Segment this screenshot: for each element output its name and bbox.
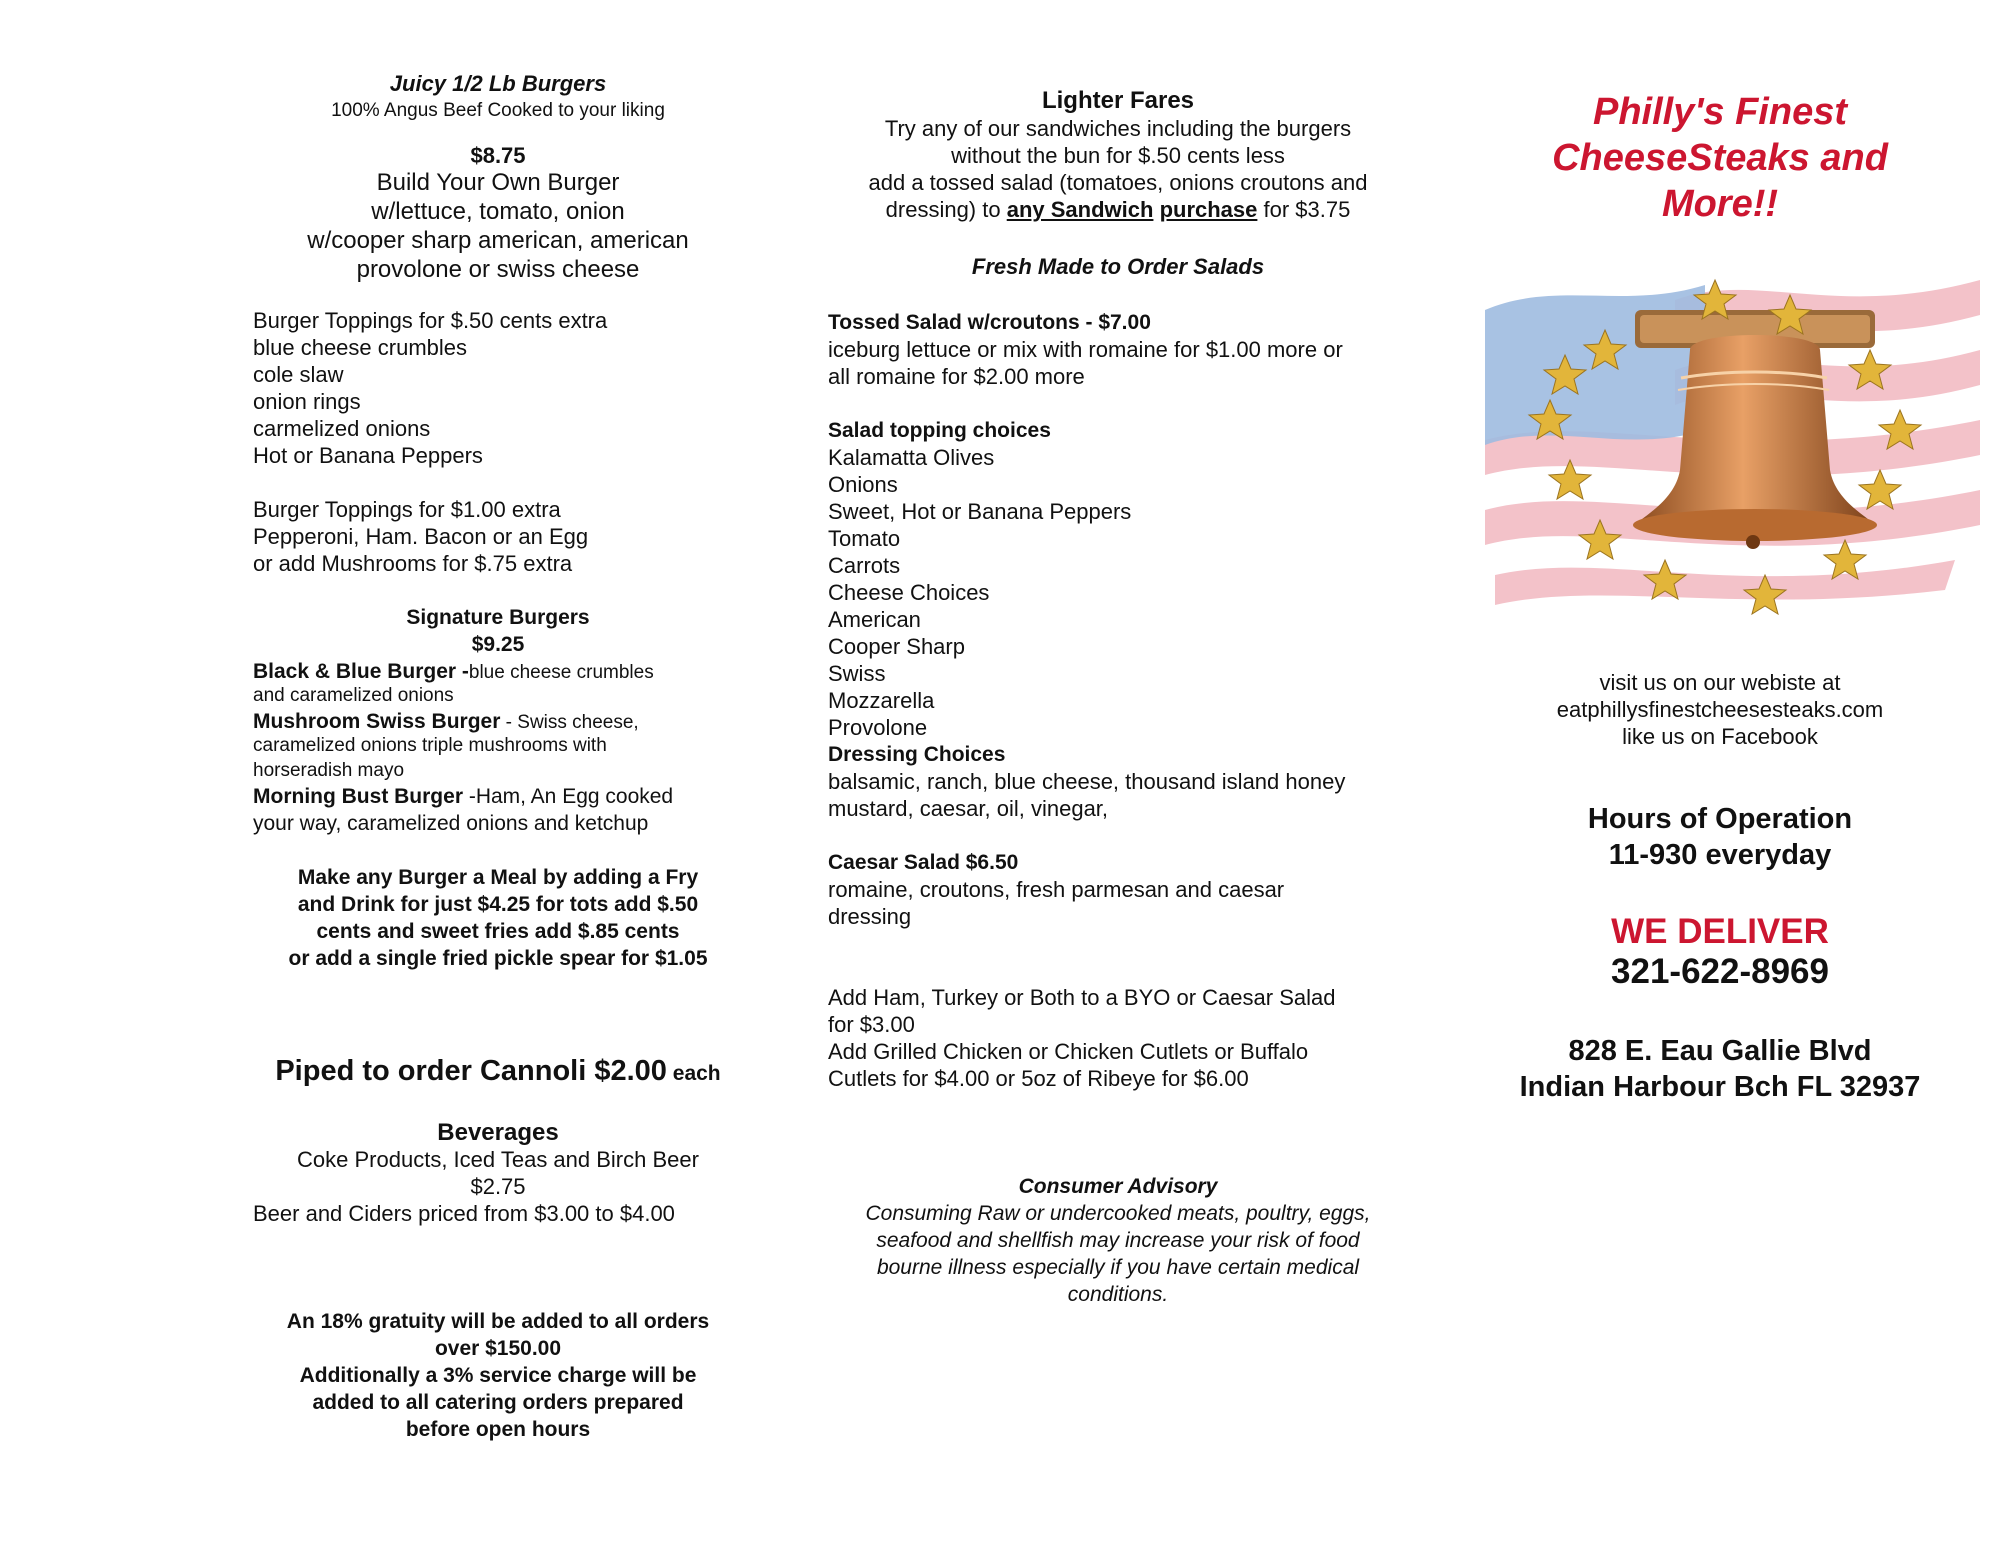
facebook-line: like us on Facebook bbox=[1622, 724, 1818, 749]
mushroom-swiss-burger bbox=[253, 710, 639, 734]
text: purchase bbox=[1159, 197, 1258, 222]
salad-topping-item: Mozzarella bbox=[828, 688, 935, 713]
add-on-line: Add Grilled Chicken or Chicken Cutlets or Buffalo bbox=[828, 1039, 1309, 1064]
lighter-fares-title: Lighter Fares bbox=[1041, 87, 1195, 114]
meal-line: and Drink for just $4.25 for tots add $.50 bbox=[297, 893, 699, 916]
lighter-line: Try any of our sandwiches including the burgers bbox=[884, 116, 1352, 141]
liberty-bell-flag-icon bbox=[1475, 270, 1985, 615]
dressing-heading: Dressing Choices bbox=[828, 743, 1006, 766]
cannoli-line bbox=[253, 1056, 743, 1088]
caesar-heading: Caesar Salad $6.50 bbox=[828, 851, 1019, 874]
hours: 11-930 everyday bbox=[1608, 839, 1832, 871]
beverages-title: Beverages bbox=[437, 1119, 559, 1146]
cannoli-text: Piped to order Cannoli $2.00 bbox=[275, 1055, 667, 1087]
topping-item: carmelized onions bbox=[253, 416, 431, 441]
burger-name: Mushroom Swiss Burger bbox=[253, 710, 501, 733]
dressing-line: balsamic, ranch, blue cheese, thousand island honey bbox=[828, 769, 1346, 794]
burger-desc: and caramelized onions bbox=[253, 685, 454, 706]
cannoli-each: each bbox=[666, 1062, 721, 1085]
phone-number: 321-622-8969 bbox=[1611, 952, 1829, 991]
restaurant-name: More!! bbox=[1661, 183, 1779, 225]
black-blue-burger bbox=[253, 660, 654, 684]
beverage-line: Beer and Ciders priced from $3.00 to $4.00 bbox=[253, 1201, 675, 1226]
topping-item: Pepperoni, Ham. Bacon or an Egg bbox=[253, 524, 589, 549]
gratuity-line: before open hours bbox=[405, 1418, 591, 1441]
meal-line: or add a single fried pickle spear for $1.05 bbox=[288, 947, 708, 970]
signature-title: Signature Burgers bbox=[406, 606, 590, 629]
caesar-desc: romaine, croutons, fresh parmesan and caesar bbox=[828, 877, 1285, 902]
advisory-line: seafood and shellfish may increase your risk of food bbox=[876, 1229, 1360, 1252]
meal-line: Make any Burger a Meal by adding a Fry bbox=[297, 866, 699, 889]
salads-title: Fresh Made to Order Salads bbox=[971, 254, 1265, 279]
burger-subtitle: 100% Angus Beef Cooked to your liking bbox=[331, 100, 665, 121]
topping-item: onion rings bbox=[253, 389, 361, 414]
restaurant-name: Philly's Finest bbox=[1593, 91, 1847, 133]
burger-desc: horseradish mayo bbox=[253, 760, 405, 781]
signature-price: $9.25 bbox=[471, 633, 525, 656]
caesar-desc: dressing bbox=[828, 904, 912, 929]
burger-desc: - Swiss cheese, bbox=[500, 712, 639, 733]
topping-item: blue cheese crumbles bbox=[253, 335, 468, 360]
deliver-banner: WE DELIVER bbox=[1611, 912, 1829, 951]
tossed-salad-desc: all romaine for $2.00 more bbox=[828, 364, 1085, 389]
salad-topping-item: Cooper Sharp bbox=[828, 634, 965, 659]
salad-topping-item: Cheese Choices bbox=[828, 580, 990, 605]
burger-name: Morning Bust Burger bbox=[253, 785, 463, 808]
advisory-line: Consuming Raw or undercooked meats, poultry, eggs, bbox=[865, 1202, 1371, 1225]
topping-item: cole slaw bbox=[253, 362, 344, 387]
text: for $3.75 bbox=[1257, 197, 1351, 222]
salad-topping-item: Sweet, Hot or Banana Peppers bbox=[828, 499, 1132, 524]
restaurant-name: CheeseSteaks and bbox=[1552, 137, 1888, 179]
advisory-line: bourne illness especially if you have certain medical bbox=[876, 1256, 1360, 1279]
address-line: 828 E. Eau Gallie Blvd bbox=[1568, 1035, 1872, 1067]
salad-topping-heading: Salad topping choices bbox=[828, 419, 1051, 442]
text: dressing) to bbox=[885, 197, 1007, 222]
salad-topping-item: Swiss bbox=[828, 661, 886, 686]
salad-topping-item: Provolone bbox=[828, 715, 928, 740]
tossed-salad-heading: Tossed Salad w/croutons - $7.00 bbox=[828, 311, 1151, 334]
salad-topping-item: Onions bbox=[828, 472, 898, 497]
add-on-line: for $3.00 bbox=[828, 1012, 915, 1037]
add-on-line: Add Ham, Turkey or Both to a BYO or Caesar Salad bbox=[828, 985, 1336, 1010]
byo-line: provolone or swiss cheese bbox=[356, 256, 640, 283]
lighter-line: add a tossed salad (tomatoes, onions croutons and bbox=[868, 170, 1368, 195]
salad-topping-item: Carrots bbox=[828, 553, 901, 578]
burger-desc: -Ham, An Egg cooked bbox=[463, 785, 674, 808]
beverage-line: Coke Products, Iced Teas and Birch Beer bbox=[297, 1147, 699, 1172]
add-on-line: Cutlets for $4.00 or 5oz of Ribeye for $6.00 bbox=[828, 1066, 1249, 1091]
toppings-1-heading: Burger Toppings for $1.00 extra bbox=[253, 497, 561, 522]
advisory-line: conditions. bbox=[1067, 1283, 1169, 1306]
burger-name: Black & Blue Burger - bbox=[253, 660, 469, 683]
toppings-50-heading: Burger Toppings for $.50 cents extra bbox=[253, 308, 608, 333]
morning-bust-burger bbox=[253, 785, 673, 808]
topping-item: or add Mushrooms for $.75 extra bbox=[253, 551, 573, 576]
gratuity-line: over $150.00 bbox=[434, 1337, 562, 1360]
byo-line: Build Your Own Burger bbox=[376, 169, 620, 196]
visit-line: visit us on our webiste at bbox=[1599, 670, 1841, 695]
burger-desc: blue cheese crumbles bbox=[468, 662, 654, 683]
burger-desc: your way, caramelized onions and ketchup bbox=[253, 812, 649, 835]
lighter-line: without the bun for $.50 cents less bbox=[951, 143, 1285, 168]
lighter-line bbox=[828, 198, 1408, 222]
salad-topping-item: Tomato bbox=[828, 526, 901, 551]
byo-price: $8.75 bbox=[470, 143, 526, 168]
beverage-price: $2.75 bbox=[470, 1174, 526, 1199]
gratuity-line: An 18% gratuity will be added to all orders bbox=[286, 1310, 710, 1333]
advisory-title: Consumer Advisory bbox=[1018, 1175, 1218, 1198]
website: eatphillysfinestcheesesteaks.com bbox=[1556, 697, 1884, 722]
address-line: Indian Harbour Bch FL 32937 bbox=[1519, 1071, 1921, 1103]
gratuity-line: added to all catering orders prepared bbox=[312, 1391, 684, 1414]
tossed-salad-desc: iceburg lettuce or mix with romaine for $1.00 more or bbox=[828, 337, 1343, 362]
byo-line: w/lettuce, tomato, onion bbox=[371, 198, 625, 225]
salad-topping-item: Kalamatta Olives bbox=[828, 445, 995, 470]
hours-title: Hours of Operation bbox=[1587, 803, 1853, 835]
salad-topping-item: American bbox=[828, 607, 921, 632]
meal-line: cents and sweet fries add $.85 cents bbox=[316, 920, 680, 943]
burger-title: Juicy 1/2 Lb Burgers bbox=[389, 71, 607, 96]
topping-item: Hot or Banana Peppers bbox=[253, 443, 483, 468]
text: any Sandwich bbox=[1006, 197, 1154, 222]
byo-line: w/cooper sharp american, american bbox=[307, 227, 689, 254]
burger-desc: caramelized onions triple mushrooms with bbox=[253, 735, 607, 756]
gratuity-line: Additionally a 3% service charge will be bbox=[299, 1364, 697, 1387]
dressing-line: mustard, caesar, oil, vinegar, bbox=[828, 796, 1109, 821]
